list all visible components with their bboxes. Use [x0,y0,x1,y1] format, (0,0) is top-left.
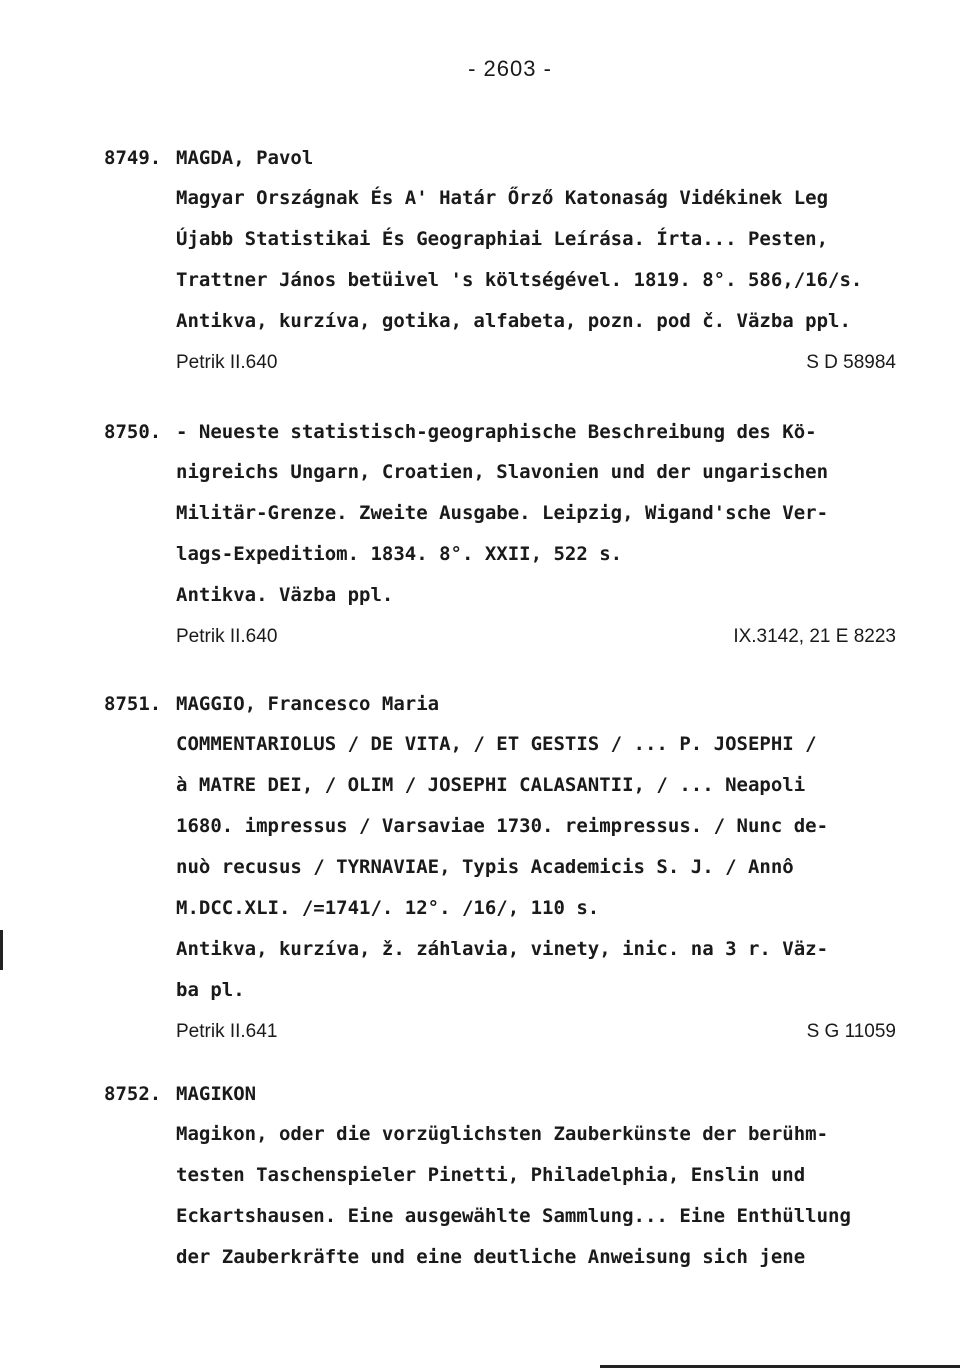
entry-line: testen Taschenspieler Pinetti, Philadelphia, Enslin und [176,1164,806,1186]
entry-line: Trattner János betüivel 's költségével. 1819. 8°. 586,/16/s. [176,269,863,291]
entry-heading [104,138,904,178]
entry-8751 [104,684,904,1052]
shelf-mark: IX.3142, 21 E 8223 [733,626,896,647]
entry-line: nuò recusus / TYRNAVIAE, Typis Academicis S. J. / Annô [176,856,794,878]
entry-8752 [104,1074,904,1278]
reference: Petrik II.640 [176,352,278,373]
entry-number: 8751. [104,693,162,715]
entry-heading [104,684,904,724]
entry-number: 8749. [104,147,162,169]
entry-body [176,452,904,657]
signature-row [176,616,896,657]
reference: Petrik II.641 [176,1021,278,1042]
entry-number: 8750. [104,421,162,443]
entry-line: 1680. impressus / Varsaviae 1730. reimpressus. / Nunc de- [176,815,829,837]
entry-body [176,724,904,1052]
shelf-mark: S G 11059 [806,1021,896,1042]
reference: Petrik II.640 [176,626,278,647]
entry-line: Antikva. Väzba ppl. [176,584,394,606]
entry-title-start: - Neueste statistisch-geographische Beschreibung des Kö- [176,421,817,443]
entry-line: Magikon, oder die vorzüglichsten Zauberkünste der berühm- [176,1123,829,1145]
signature-row [176,342,896,383]
entry-line: lags-Expeditiom. 1834. 8°. XXII, 522 s. [176,543,623,565]
entry-line: der Zauberkräfte und eine deutliche Anweisung sich jene [176,1246,806,1268]
entry-line: Magyar Országnak És A' Határ Őrző Katonaság Vidékinek Leg [176,187,829,209]
shelf-mark: S D 58984 [806,352,896,373]
entry-heading [104,412,904,452]
entry-line: Militär-Grenze. Zweite Ausgabe. Leipzig, Wigand'sche Ver- [176,502,829,524]
entry-line: à MATRE DEI, / OLIM / JOSEPHI CALASANTII, / ... Neapoli [176,774,806,796]
entry-line: ba pl. [176,979,245,1001]
entry-line: COMMENTARIOLUS / DE VITA, / ET GESTIS / ... P. JOSEPHI / [176,733,817,755]
scan-edge-mark [0,930,3,970]
entry-number: 8752. [104,1083,162,1105]
entry-8749 [104,138,904,383]
page-number: - 2603 - [468,56,552,81]
entry-author: MAGGIO, Francesco Maria [176,693,440,715]
entry-line: Eckartshausen. Eine ausgewählte Sammlung... Eine Enthüllung [176,1205,851,1227]
entry-author: MAGIKON [176,1083,257,1105]
entry-heading [104,1074,904,1114]
entry-author: MAGDA, Pavol [176,147,314,169]
entry-line: Újabb Statistikai És Geographiai Leírása. Írta... Pesten, [176,228,829,250]
entry-body [176,178,904,383]
entry-8750 [104,412,904,657]
entry-line: M.DCC.XLI. /=1741/. 12°. /16/, 110 s. [176,897,600,919]
signature-row [176,1011,896,1052]
entry-line: Antikva, kurzíva, gotika, alfabeta, pozn. pod č. Väzba ppl. [176,310,851,332]
entry-body [176,1114,904,1278]
entry-line: Antikva, kurzíva, ž. záhlavia, vinety, inic. na 3 r. Väz- [176,938,829,960]
entry-line: nigreichs Ungarn, Croatien, Slavonien und der ungarischen [176,461,829,483]
